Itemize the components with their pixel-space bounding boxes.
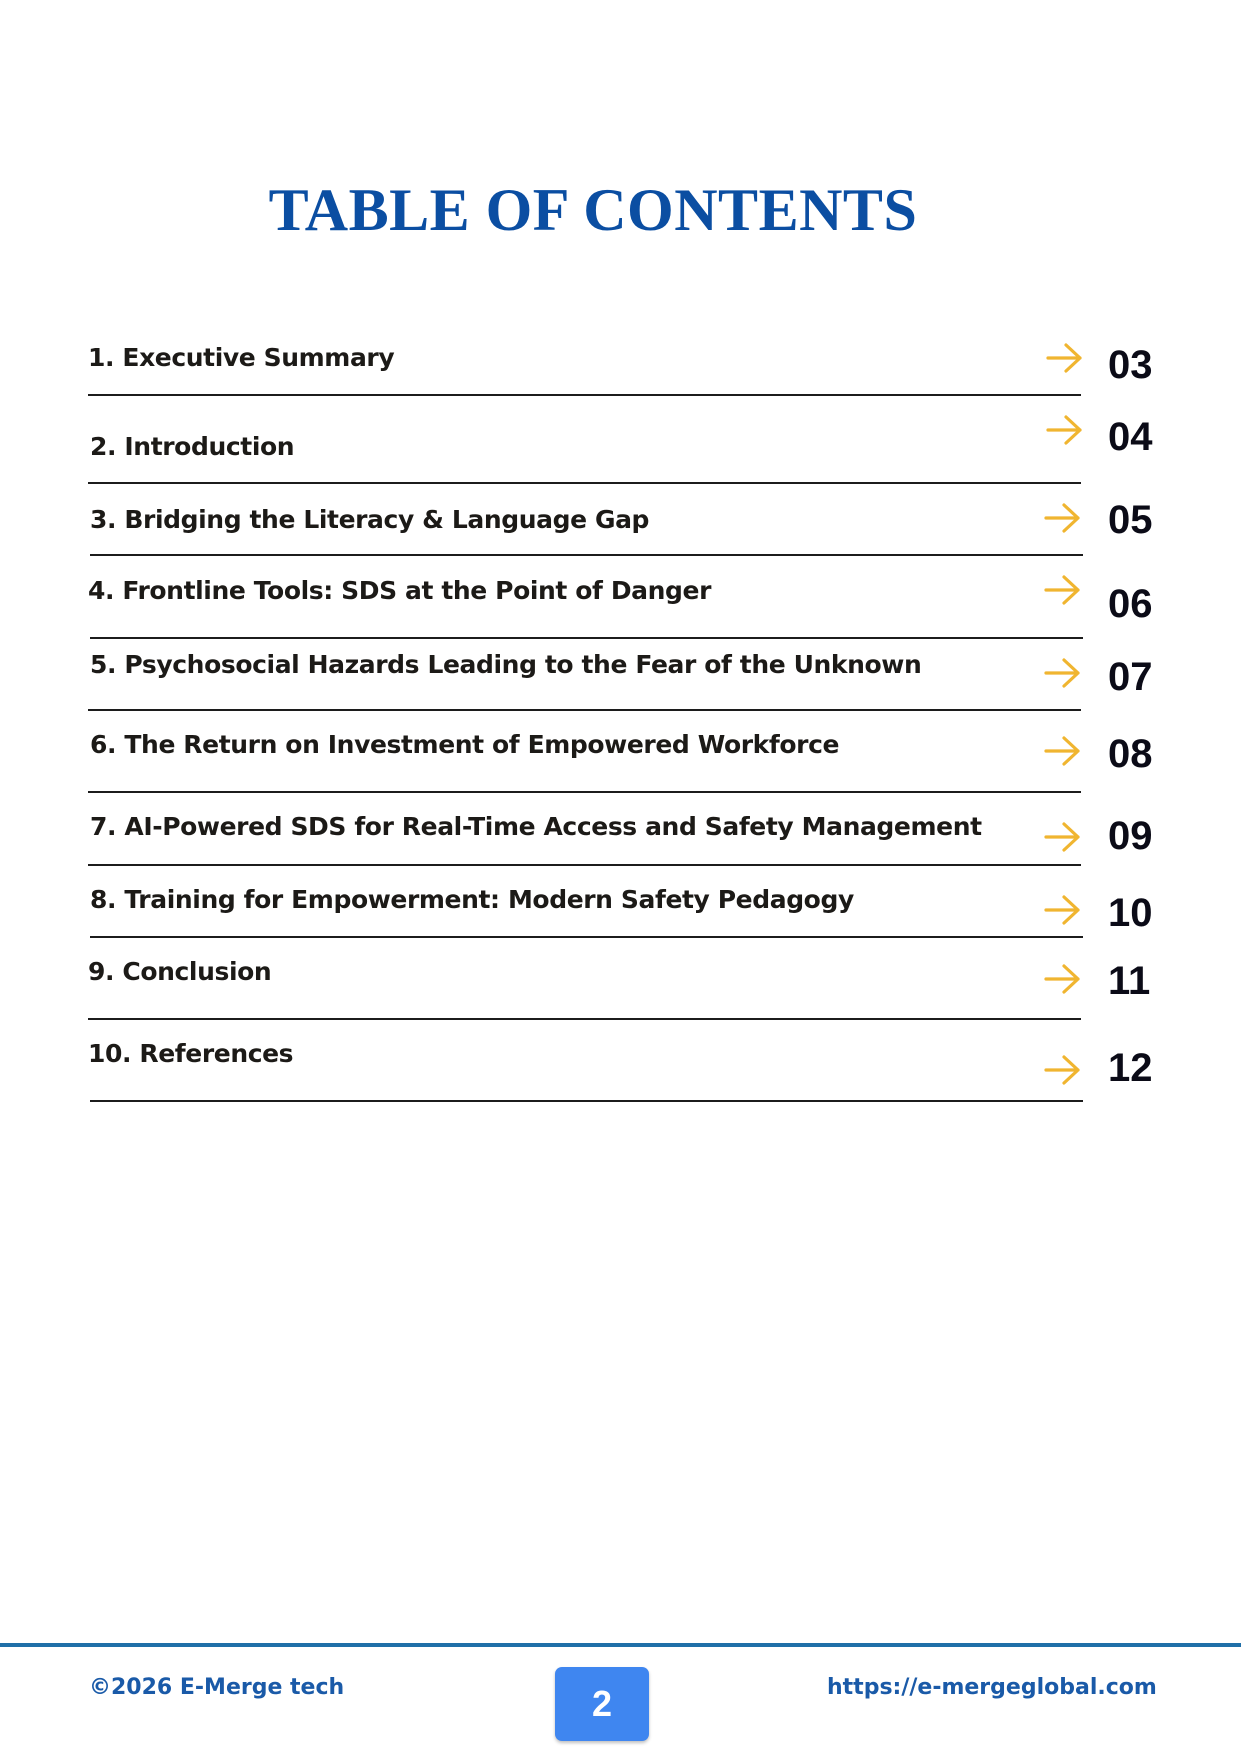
toc-entry-page-number: 08 bbox=[1108, 732, 1153, 776]
toc-entry-page-number: 06 bbox=[1108, 582, 1153, 626]
toc-divider bbox=[88, 394, 1081, 396]
arrow-right-icon bbox=[1043, 656, 1083, 690]
toc-entry-label: 1. Executive Summary bbox=[88, 343, 395, 372]
toc-divider bbox=[88, 1018, 1081, 1020]
toc-entry-label: 9. Conclusion bbox=[88, 957, 272, 986]
toc-divider bbox=[88, 791, 1081, 793]
toc-entry-label: 6. The Return on Investment of Empowered Workforce bbox=[90, 730, 840, 759]
arrow-right-icon bbox=[1045, 341, 1085, 375]
toc-divider bbox=[90, 1100, 1083, 1102]
page-number-badge bbox=[555, 1667, 649, 1741]
toc-entry-page-number: 12 bbox=[1108, 1046, 1153, 1090]
arrow-right-icon bbox=[1043, 734, 1083, 768]
toc-entry-label: 4. Frontline Tools: SDS at the Point of Danger bbox=[88, 576, 712, 605]
toc-entry-label: 5. Psychosocial Hazards Leading to the Fear of the Unknown bbox=[90, 650, 922, 679]
toc-entry-page-number: 09 bbox=[1108, 814, 1153, 858]
arrow-right-icon bbox=[1043, 820, 1083, 854]
toc-divider bbox=[90, 637, 1083, 639]
arrow-right-icon bbox=[1043, 1053, 1083, 1087]
toc-entry-page-number: 10 bbox=[1108, 891, 1153, 935]
toc-divider bbox=[88, 864, 1081, 866]
toc-divider bbox=[90, 936, 1083, 938]
footer-website-link[interactable]: https://e-mergeglobal.com bbox=[827, 1675, 1157, 1700]
toc-entry-label: 3. Bridging the Literacy & Language Gap bbox=[90, 505, 650, 534]
footer-divider bbox=[0, 1643, 1241, 1647]
toc-entry-label: 8. Training for Empowerment: Modern Safety Pedagogy bbox=[90, 885, 854, 914]
toc-entry-page-number: 05 bbox=[1108, 498, 1153, 542]
toc-entry-page-number: 03 bbox=[1108, 343, 1153, 387]
toc-entry-label: 2. Introduction bbox=[90, 432, 295, 461]
toc-entry-page-number: 11 bbox=[1108, 959, 1151, 1003]
toc-divider bbox=[88, 482, 1081, 484]
arrow-right-icon bbox=[1045, 413, 1085, 447]
arrow-right-icon bbox=[1043, 573, 1083, 607]
toc-entry-page-number: 04 bbox=[1108, 415, 1153, 459]
page-title: TABLE OF CONTENTS bbox=[268, 177, 918, 243]
arrow-right-icon bbox=[1043, 962, 1083, 996]
footer-copyright: ©2026 E-Merge tech bbox=[89, 1675, 345, 1700]
toc-divider bbox=[90, 554, 1083, 556]
toc-entry-label: 10. References bbox=[88, 1039, 294, 1068]
arrow-right-icon bbox=[1043, 501, 1083, 535]
toc-entry-page-number: 07 bbox=[1108, 655, 1153, 699]
toc-entry-label: 7. AI-Powered SDS for Real-Time Access and Safety Management bbox=[90, 812, 982, 841]
page-number: 2 bbox=[591, 1683, 613, 1724]
toc-divider bbox=[88, 709, 1081, 711]
arrow-right-icon bbox=[1043, 893, 1083, 927]
